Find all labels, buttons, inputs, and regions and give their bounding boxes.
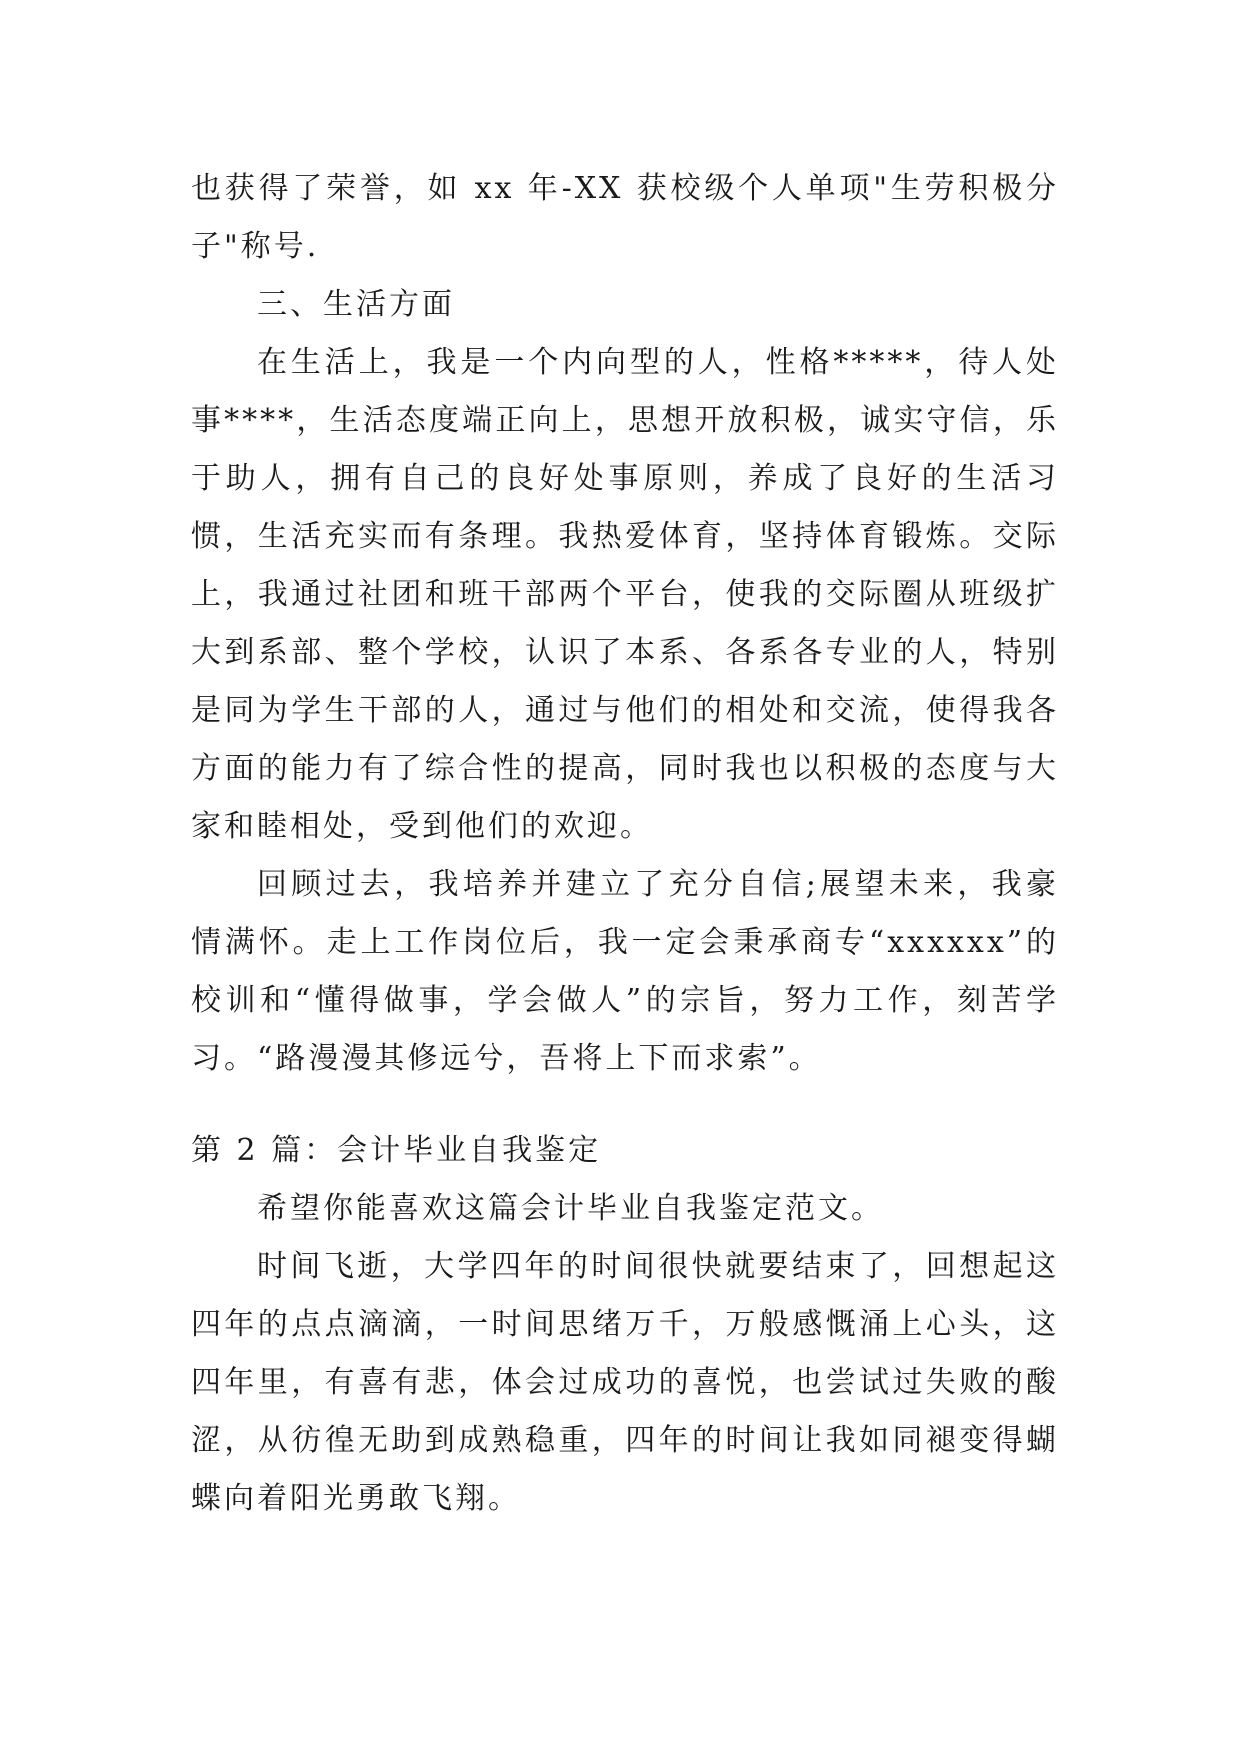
paragraph-honor: 也获得了荣誉，如 xx 年-XX 获校级个人单项"生劳积极分子"称号.	[191, 171, 1059, 264]
paragraph-time: 时间飞逝，大学四年的时间很快就要结束了，回想起这四年的点点滴滴，一时间思绪万千，万般感慨涌上心头，这四年里，有喜有悲，体会过成功的喜悦，也尝试过失败的酸涩，从彷徨无助到成熟稳重，四年的时间让我如同褪变得蝴蝶向着阳光勇敢飞翔。	[191, 1249, 1059, 1516]
paragraph-review: 回顾过去，我培养并建立了充分自信;展望未来，我豪情满怀。走上工作岗位后，我一定会秉承商专“xxxxxx”的校训和“懂得做事，学会做人”的宗旨，努力工作，刻苦学习。“路漫漫其修远兮，吾将上下而求索”。	[191, 867, 1059, 1076]
paragraph-intro: 希望你能喜欢这篇会计毕业自我鉴定范文。	[257, 1191, 884, 1226]
document-body	[191, 160, 1059, 1528]
section-heading-life: 三、生活方面	[257, 287, 455, 322]
section-title: 第 2 篇：会计毕业自我鉴定	[191, 1133, 602, 1168]
paragraph-life: 在生活上，我是一个内向型的人，性格*****，待人处事****，生活态度端正向上，思想开放积极，诚实守信，乐于助人，拥有自己的良好处事原则，养成了良好的生活习惯，生活充实而有条理。我热爱体育，坚持体育锻炼。交际上，我通过社团和班干部两个平台，使我的交际圈从班级扩大到系部、整个学校，认识了本系、各系各专业的人，特别是同为学生干部的人，通过与他们的相处和交流，使得我各方面的能力有了综合性的提高，同时我也以积极的态度与大家和睦相处，受到他们的欢迎。	[191, 345, 1059, 844]
